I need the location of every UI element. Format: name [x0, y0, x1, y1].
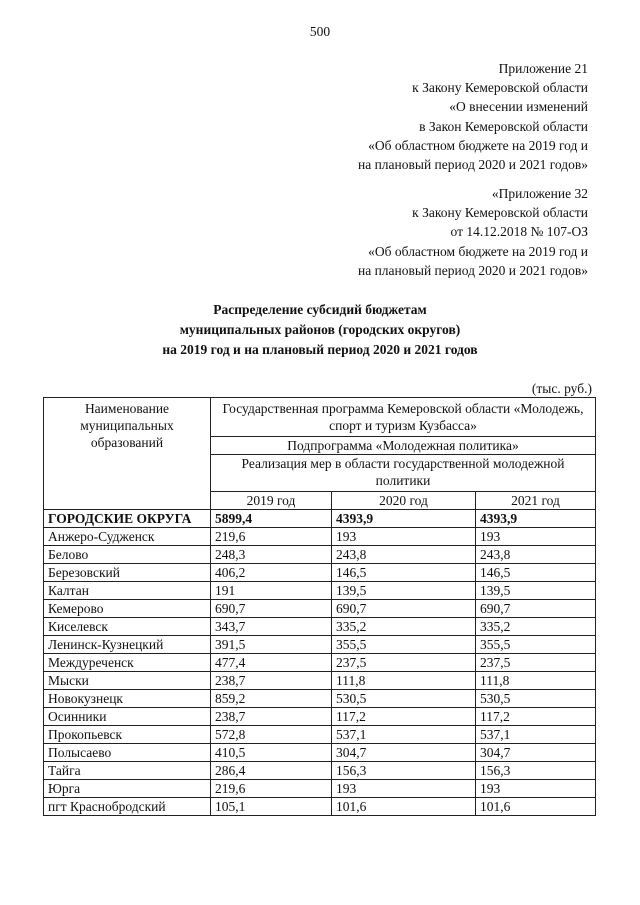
- appendix-line: «Об областном бюджете на 2019 год и: [368, 243, 588, 259]
- title-line: муниципальных районов (городских округов): [179, 322, 461, 337]
- value-2021-cell: 304,7: [476, 744, 596, 762]
- value-2020-cell: 304,7: [332, 744, 476, 762]
- municipality-cell: Полысаево: [44, 744, 211, 762]
- page-number: 500: [309, 24, 331, 39]
- table-row: [44, 510, 596, 528]
- value-2019-cell: 690,7: [211, 600, 332, 618]
- value-2020-cell: 139,5: [332, 582, 476, 600]
- header-year-2020: 2020 год: [332, 492, 476, 510]
- table-row: [44, 744, 596, 762]
- units-label: (тыс. руб.): [531, 381, 592, 396]
- appendix-line: на плановый период 2020 и 2021 годов»: [357, 262, 588, 278]
- value-2021-cell: 355,5: [476, 636, 596, 654]
- value-2021-cell: 117,2: [476, 708, 596, 726]
- table-row: [44, 600, 596, 618]
- municipality-cell: Киселевск: [44, 618, 211, 636]
- value-2019-cell: 391,5: [211, 636, 332, 654]
- value-2019-cell: 191: [211, 582, 332, 600]
- municipality-cell: ГОРОДСКИЕ ОКРУГА: [44, 510, 211, 528]
- value-2019-cell: 859,2: [211, 690, 332, 708]
- header-year-2019: 2019 год: [211, 492, 332, 510]
- value-2019-cell: 248,3: [211, 546, 332, 564]
- value-2021-cell: 237,5: [476, 654, 596, 672]
- appendix-line: на плановый период 2020 и 2021 годов»: [357, 157, 588, 173]
- appendix-line: «Приложение 32: [491, 186, 588, 201]
- municipality-cell: Кемерово: [44, 600, 211, 618]
- value-2020-cell: 193: [332, 780, 476, 798]
- header-measure: Реализация мер в области государственной молодежной политики: [211, 455, 596, 492]
- value-2021-cell: 146,5: [476, 564, 596, 582]
- municipality-cell: Калтан: [44, 582, 211, 600]
- municipality-cell: Юрга: [44, 780, 211, 798]
- value-2020-cell: 530,5: [332, 690, 476, 708]
- value-2020-cell: 355,5: [332, 636, 476, 654]
- value-2020-cell: 117,2: [332, 708, 476, 726]
- subsidy-table: [43, 397, 596, 816]
- value-2019-cell: 238,7: [211, 672, 332, 690]
- municipality-cell: Новокузнецк: [44, 690, 211, 708]
- table-row: [44, 546, 596, 564]
- value-2021-cell: 193: [476, 780, 596, 798]
- table-row: [44, 780, 596, 798]
- value-2019-cell: 477,4: [211, 654, 332, 672]
- value-2020-cell: 237,5: [332, 654, 476, 672]
- appendix-line: от 14.12.2018 № 107-ОЗ: [450, 224, 588, 240]
- value-2019-cell: 286,4: [211, 762, 332, 780]
- value-2019-cell: 572,8: [211, 726, 332, 744]
- value-2020-cell: 537,1: [332, 726, 476, 744]
- table-row: [44, 726, 596, 744]
- value-2021-cell: 111,8: [476, 672, 596, 690]
- value-2019-cell: 238,7: [211, 708, 332, 726]
- table-row: [44, 690, 596, 708]
- municipality-cell: пгт Краснобродский: [44, 798, 211, 816]
- value-2020-cell: 111,8: [332, 672, 476, 690]
- table-row: [44, 654, 596, 672]
- value-2019-cell: 410,5: [211, 744, 332, 762]
- value-2021-cell: 530,5: [476, 690, 596, 708]
- value-2021-cell: 243,8: [476, 546, 596, 564]
- value-2020-cell: 146,5: [332, 564, 476, 582]
- value-2020-cell: 156,3: [332, 762, 476, 780]
- appendix-line: «Об областном бюджете на 2019 год и: [368, 137, 588, 153]
- table-row: [44, 762, 596, 780]
- appendix-reference: [358, 59, 588, 174]
- value-2019-cell: 343,7: [211, 618, 332, 636]
- appendix-line: к Закону Кемеровской области: [412, 80, 588, 96]
- header-line: образований: [90, 435, 164, 450]
- value-2021-cell: 139,5: [476, 582, 596, 600]
- value-2020-cell: 101,6: [332, 798, 476, 816]
- header-program: Государственная программа Кемеровской области «Молодежь, спорт и туризм Кузбасса»: [211, 398, 596, 437]
- municipality-cell: Осинники: [44, 708, 211, 726]
- municipality-cell: Белово: [44, 546, 211, 564]
- value-2019-cell: 105,1: [211, 798, 332, 816]
- municipality-cell: Ленинск-Кузнецкий: [44, 636, 211, 654]
- header-line: Наименование: [84, 401, 170, 416]
- table-row: [44, 708, 596, 726]
- municipality-cell: Анжеро-Судженск: [44, 528, 211, 546]
- table-row: [44, 636, 596, 654]
- title-line: Распределение субсидий бюджетам: [213, 302, 427, 317]
- value-2021-cell: 101,6: [476, 798, 596, 816]
- value-2021-cell: 537,1: [476, 726, 596, 744]
- municipality-cell: Мыски: [44, 672, 211, 690]
- value-2019-cell: 219,6: [211, 780, 332, 798]
- value-2021-cell: 4393,9: [476, 510, 596, 528]
- header-line: муниципальных: [80, 418, 174, 433]
- header-year-2021: 2021 год: [476, 492, 596, 510]
- municipality-cell: Прокопьевск: [44, 726, 211, 744]
- table-row: [44, 528, 596, 546]
- title-line: на 2019 год и на плановый период 2020 и 2021 годов: [162, 342, 478, 357]
- appendix-line: Приложение 21: [498, 61, 588, 76]
- value-2019-cell: 219,6: [211, 528, 332, 546]
- header-subprogram: Подпрограмма «Молодежная политика»: [211, 437, 596, 455]
- table-row: [44, 618, 596, 636]
- appendix-line: к Закону Кемеровской области: [412, 205, 588, 221]
- value-2019-cell: 5899,4: [211, 510, 332, 528]
- value-2020-cell: 193: [332, 528, 476, 546]
- value-2020-cell: 4393,9: [332, 510, 476, 528]
- table-row: [44, 582, 596, 600]
- original-appendix-reference: [358, 184, 588, 280]
- document-title: [0, 300, 640, 360]
- table-row: [44, 798, 596, 816]
- table-row: [44, 564, 596, 582]
- value-2020-cell: 690,7: [332, 600, 476, 618]
- header-municipality: [44, 398, 211, 510]
- municipality-cell: Тайга: [44, 762, 211, 780]
- value-2021-cell: 335,2: [476, 618, 596, 636]
- municipality-cell: Междуреченск: [44, 654, 211, 672]
- municipality-cell: Березовский: [44, 564, 211, 582]
- value-2021-cell: 690,7: [476, 600, 596, 618]
- table-row: [44, 672, 596, 690]
- value-2020-cell: 335,2: [332, 618, 476, 636]
- value-2021-cell: 156,3: [476, 762, 596, 780]
- appendix-line: в Закон Кемеровской области: [419, 118, 588, 134]
- value-2019-cell: 406,2: [211, 564, 332, 582]
- value-2021-cell: 193: [476, 528, 596, 546]
- appendix-line: «О внесении изменений: [449, 99, 588, 115]
- value-2020-cell: 243,8: [332, 546, 476, 564]
